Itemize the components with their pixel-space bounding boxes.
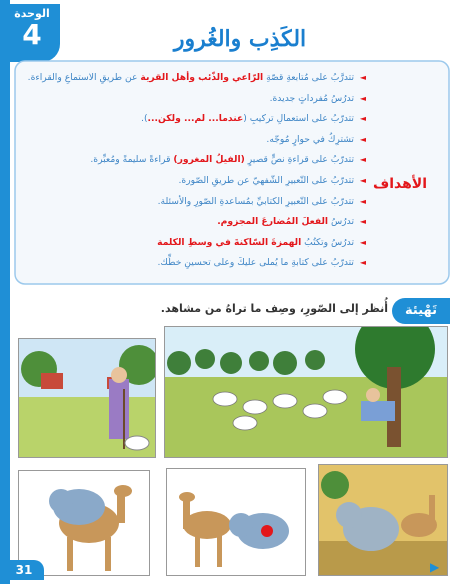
goal-item — [16, 171, 366, 192]
goal-text: تدرُسُ — [328, 216, 354, 228]
bullet-icon: ◄ — [359, 258, 366, 268]
goal-highlight: الهمزةَ السّاكنةَ في وسطِ الكلمة — [157, 236, 302, 248]
goal-text: تدرُسُ وتكتُبُ — [301, 236, 354, 248]
goal-text: تشترِكُ في حوارٍ مُوجّه. — [266, 133, 354, 145]
goal-highlight: الفعلَ المُضارعَ المجزوم. — [217, 216, 329, 228]
unit-number: 4 — [22, 18, 42, 51]
elephant-camel-illustration-3 — [318, 464, 448, 576]
goal-text: تتدرَّبُ على مُتابعةِ قصّةِ — [263, 72, 354, 83]
goal-text: تتدرّبُ على التّعبيرِ الكتابيِّ بمُساعدةِ الصّورِ والأسئلة. — [157, 195, 354, 207]
goal-text-end: عن طريقِ الاستماعِ والقراءة. — [27, 72, 141, 83]
goal-item — [16, 253, 366, 274]
goal-item — [16, 109, 366, 130]
shepherd-village-illustration — [18, 338, 156, 458]
goal-item — [16, 233, 366, 254]
goal-item — [16, 130, 366, 151]
bullet-icon: ◄ — [359, 93, 366, 103]
bullet-icon: ◄ — [359, 196, 366, 206]
goal-text: تتدرّبُ على استعمالِ تركيبِ ( — [243, 113, 354, 125]
elephant-camel-illustration-2 — [166, 468, 306, 576]
goals-heading: الأهداف — [372, 176, 428, 192]
page-side-band — [0, 0, 10, 584]
warmup-instruction: أُنظر إلى الصّورِ، وصِف ما تراهُ من مشاهد. — [160, 302, 388, 315]
goal-item — [16, 150, 366, 171]
goal-item — [16, 89, 366, 110]
goal-item — [16, 68, 366, 89]
bullet-icon: ◄ — [359, 114, 366, 124]
goal-item — [16, 212, 366, 233]
goals-list — [16, 68, 366, 274]
goal-text: تدرُسُ مُفرداتٍ جديدة. — [269, 92, 354, 104]
page-number: 31 — [4, 560, 44, 580]
goal-text-end: قراءةً سليمةً ومُعبِّرة. — [90, 154, 174, 166]
goal-text: تتدرّبُ على كتابةِ ما يُملى عليكَ وعلى تحسينِ خطِّك. — [157, 257, 354, 269]
bullet-icon: ◄ — [359, 155, 366, 165]
warmup-tag: تَهْيئة — [392, 298, 450, 324]
bullet-icon: ◄ — [359, 134, 366, 144]
goal-highlight: عندما... لم... ولكن... — [147, 113, 244, 125]
goal-text-end: ). — [141, 113, 148, 125]
corner-ornament: ▶ — [430, 560, 440, 574]
goal-highlight: الرّاعي والذّئب وأهل القرية — [140, 72, 264, 83]
bullet-icon: ◄ — [359, 73, 366, 82]
goal-item — [16, 192, 366, 213]
goal-text: تتدرّبُ على قراءةِ نصٍّ قصيرٍ — [244, 154, 354, 166]
goal-highlight: (الفيلُ المغرور) — [173, 154, 245, 166]
unit-label: الوحدة — [14, 7, 50, 20]
unit-badge — [4, 4, 60, 62]
bullet-icon: ◄ — [359, 175, 366, 185]
shepherd-flock-illustration — [164, 326, 448, 458]
bullet-icon: ◄ — [359, 217, 366, 227]
bullet-icon: ◄ — [359, 237, 366, 247]
lesson-title: الكَذِب والغُرور — [173, 26, 307, 52]
goal-text: تتدرّبُ على التّعبيرِ الشّفهيّ عن طريقِ الصّورة. — [178, 174, 354, 186]
